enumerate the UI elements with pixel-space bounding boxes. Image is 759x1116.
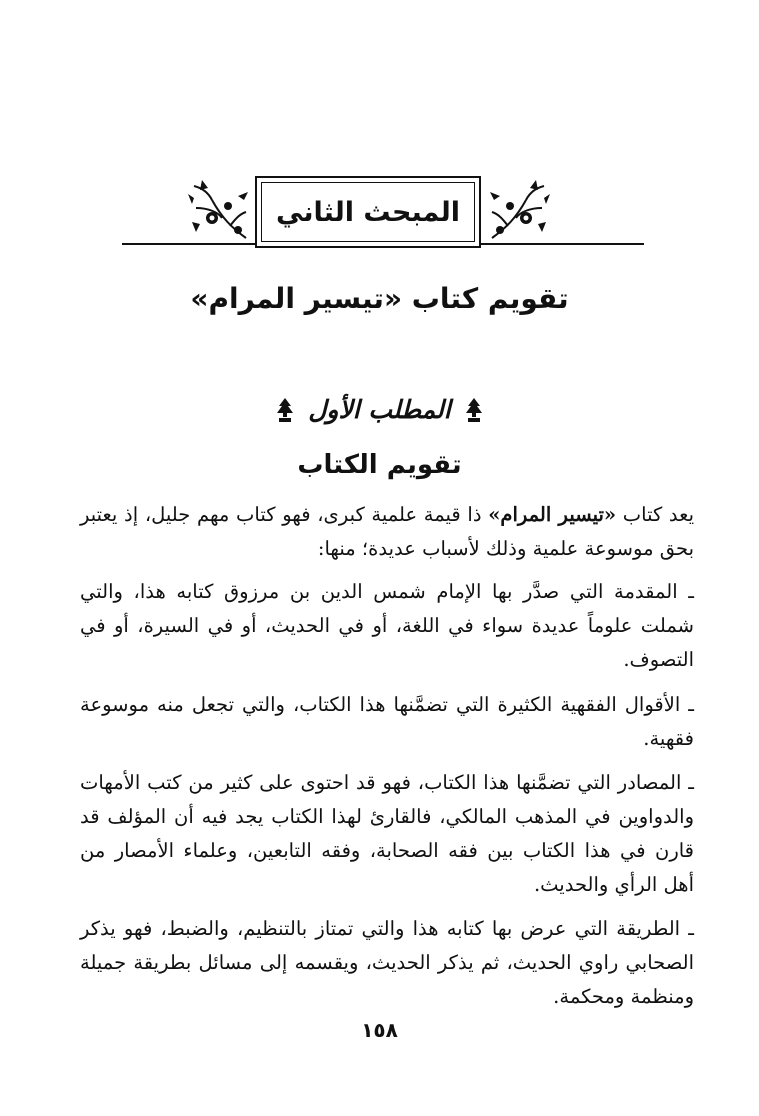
tree-ornament-icon — [465, 397, 483, 423]
chapter-title: المبحث الثاني — [276, 196, 460, 228]
paragraph-point-4: ـ الطريقة التي عرض بها كتابه هذا والتي تمتاز بالتنظيم، والضبط، فهو يذكر الصحابي راوي الحديث، ثم يذكر الحديث، ويقسمه إلى مسائل بطريقة جميلة ومنظمة ومحكمة. — [80, 917, 694, 1008]
paragraph-intro — [80, 498, 694, 566]
paragraph-point-3: ـ المصادر التي تضمَّنها هذا الكتاب، فهو قد احتوى على كثير من كتب الأمهات والدواوين في المذهب المالكي، فالقارئ لهذا الكتاب يجد فيه أن المؤلف قد قارن في هذا الكتاب بين فقه الصحابة، وفقه التابعين، وعلماء الأمصار من أهل الرأي والحديث. — [80, 771, 694, 896]
tree-ornament-icon — [276, 397, 294, 423]
floral-ornament-left-icon — [186, 178, 252, 244]
floral-ornament-right-icon — [486, 178, 552, 244]
header-title-box — [255, 176, 481, 248]
paragraph-text: ذا قيمة علمية كبرى، فهو كتاب مهم جليل، إذ يعتبر بحق موسوعة علمية وذلك لأسباب عديدة؛ منها: — [80, 503, 694, 560]
book-title: «تيسير المرام» — [488, 503, 617, 526]
section-heading — [0, 395, 759, 424]
section-subheading: تقويم الكتاب — [297, 450, 462, 480]
paragraph-text: يعد كتاب — [616, 503, 695, 526]
page-number: ١٥٨ — [361, 1018, 398, 1042]
section-heading-text: المطلب الأول — [308, 395, 451, 424]
chapter-subtitle: تقويم كتاب «تيسير المرام» — [190, 282, 569, 315]
paragraph-point-2: ـ الأقوال الفقهية الكثيرة التي تضمَّنها هذا الكتاب، والتي تجعل منه موسوعة فقهية. — [80, 693, 694, 750]
paragraph-point-1: ـ المقدمة التي صدَّر بها الإمام شمس الدين بن مرزوق كتابه هذا، والتي شملت علوماً عديدة سواء في اللغة، أو في الحديث، أو في السيرة، أو في التصوف. — [80, 580, 694, 671]
